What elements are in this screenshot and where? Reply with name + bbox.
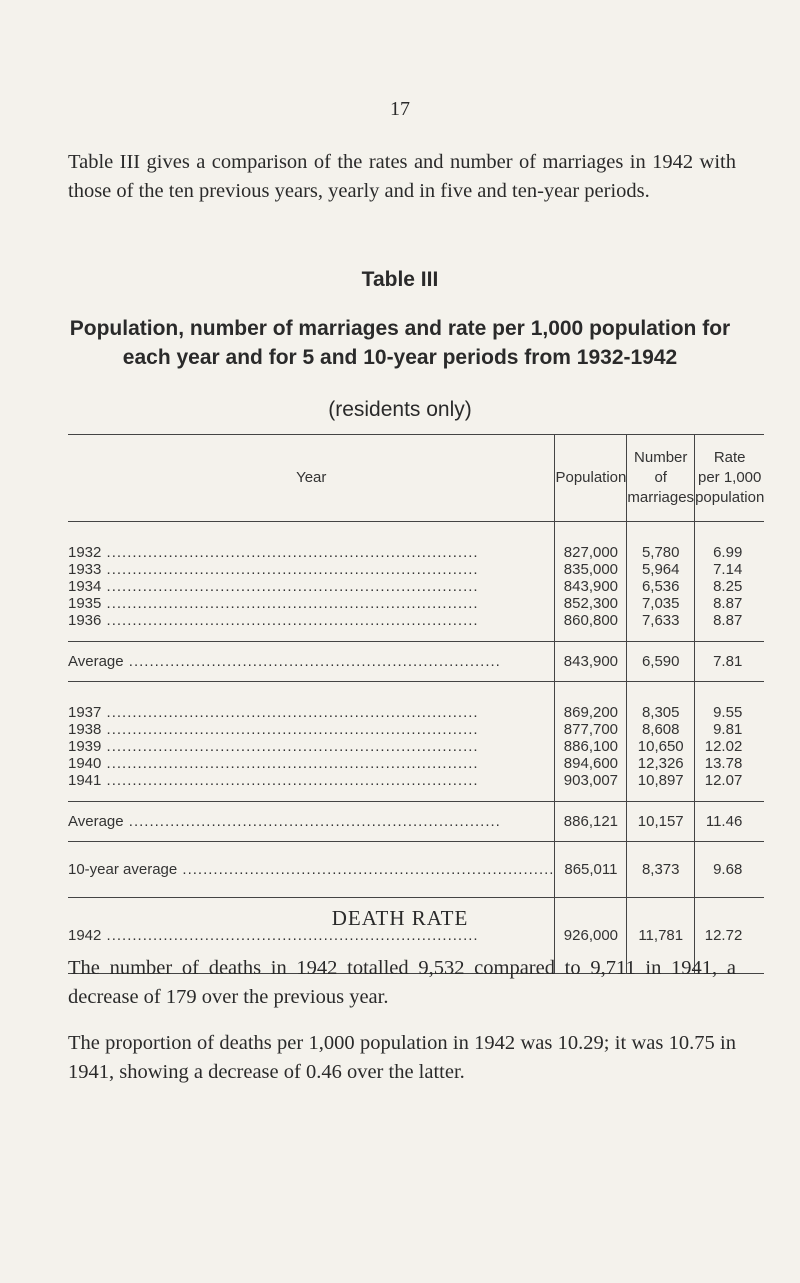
marriages-table <box>68 434 764 974</box>
intro-paragraph: Table III gives a comparison of the rates and number of marriages in 1942 with those of the ten previous years, yearly and in five and ten-year periods. <box>68 151 736 202</box>
marriages-cells: 5,780 5,964 6,536 7,035 7,633 <box>627 522 695 642</box>
table-row-average-1: Average ..... 843,900 6,590 7.81 <box>68 642 764 682</box>
table-row-1942: 1942 ..... 926,000 11,781 12.72 <box>68 898 764 974</box>
death-rate-paragraph-1: The number of deaths in 1942 totalled 9,532 compared to 9,711 in 1941, a decrease of 179 over the previous year. <box>68 957 736 1008</box>
death-rate-heading: DEATH RATE <box>331 906 469 930</box>
rate-cells: 9.55 9.81 12.02 13.78 12.07 <box>695 682 765 802</box>
table-row-average-2: Average ..... 886,121 10,157 11.46 <box>68 802 764 842</box>
rate-cells: 6.99 7.14 8.25 8.87 8.87 <box>695 522 765 642</box>
table-title: Table III <box>361 268 439 291</box>
header-year: Year <box>68 435 555 522</box>
year-cells: 1932 ..... 1933 ..... 1934 ..... 1935 ..... 1936 ..... <box>68 522 555 642</box>
table-row-1932-1936 <box>68 522 764 642</box>
header-marriages: Number of marriages <box>627 435 695 522</box>
population-cells: 827,000 835,000 843,900 852,300 860,800 <box>555 522 627 642</box>
table-row-ten-year-average: 10-year average ..... 865,011 8,373 9.68 <box>68 842 764 898</box>
header-rate: Rate per 1,000 population <box>695 435 765 522</box>
death-rate-paragraph-2: The proportion of deaths per 1,000 population in 1942 was 10.29; it was 10.75 in 1941, showing a decrease of 0.46 over the latter. <box>68 1032 736 1083</box>
table-row-1937-1941 <box>68 682 764 802</box>
header-population: Population <box>555 435 627 522</box>
marriages-cells: 8,305 8,608 10,650 12,326 10,897 <box>627 682 695 802</box>
table-caption: Population, number of marriages and rate per 1,000 population for each year and for 5 and 10-year periods from 1932-1942 <box>69 317 731 369</box>
page-number: 17 <box>390 98 410 120</box>
population-cells: 869,200 877,700 886,100 894,600 903,007 <box>555 682 627 802</box>
table-subcaption: (residents only) <box>328 398 472 421</box>
year-cells: 1937 ..... 1938 ..... 1939 ..... 1940 ..... 1941 ..... <box>68 682 555 802</box>
table-header-row <box>68 435 764 522</box>
